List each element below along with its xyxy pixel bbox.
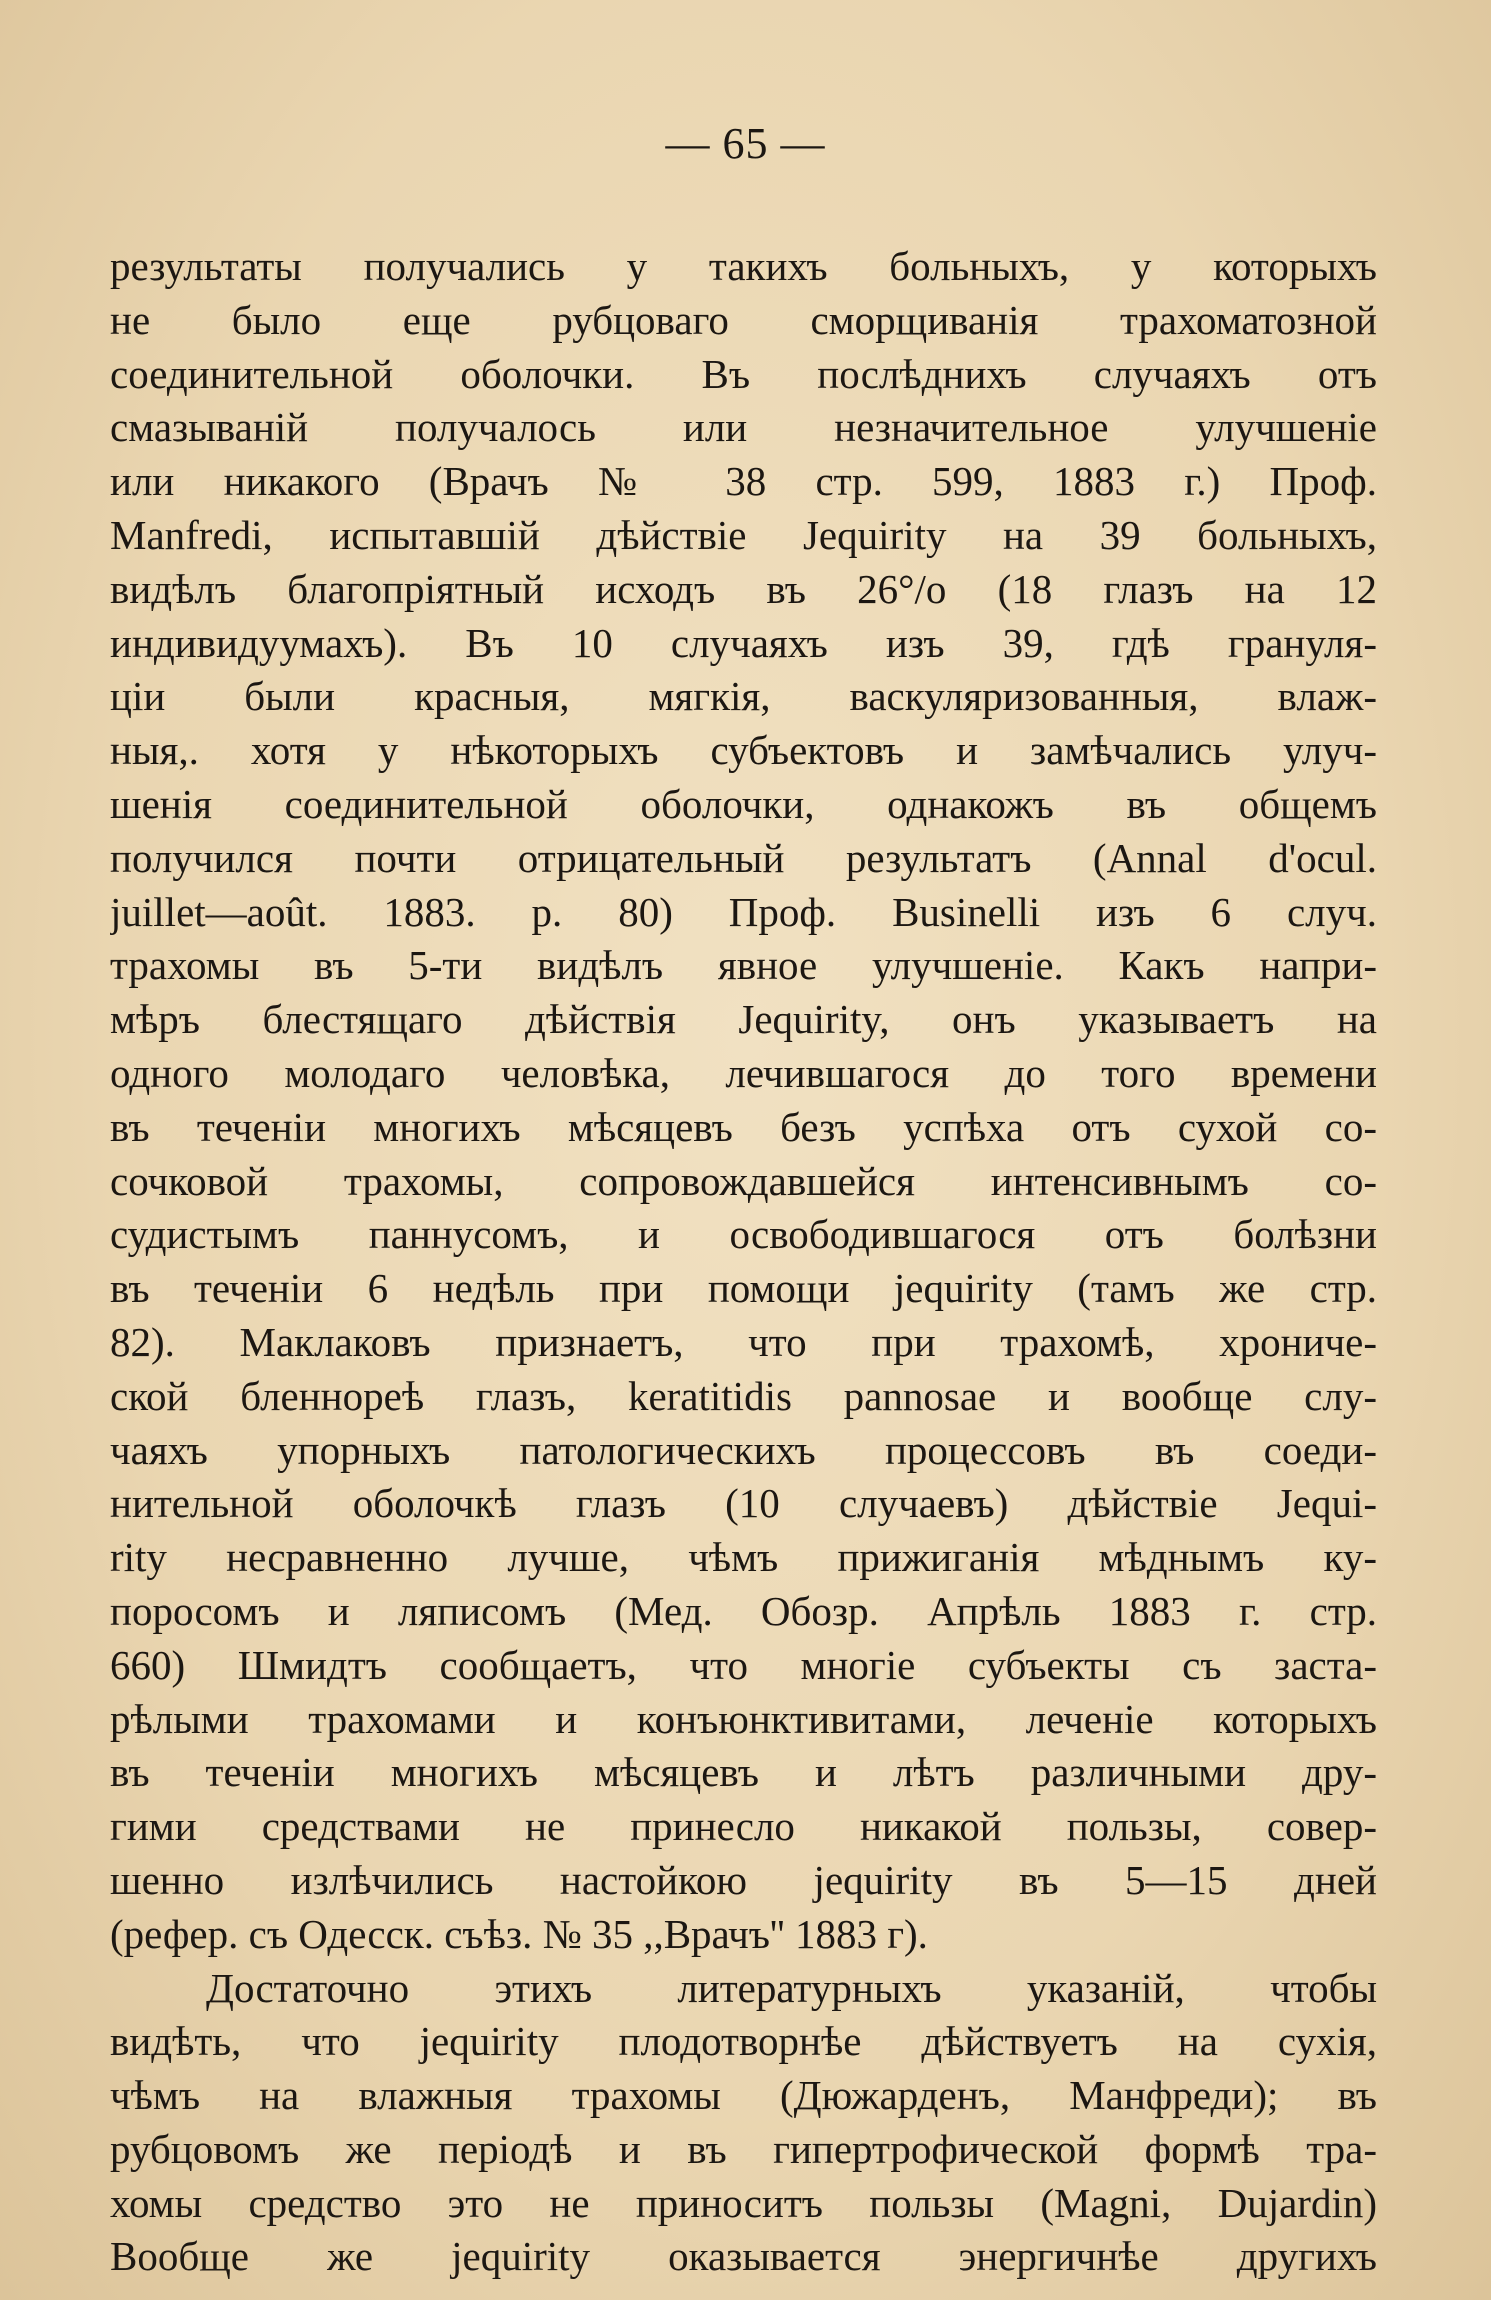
text-line: ціи были красныя, мягкія, васкуляризованныя, влаж- — [110, 673, 1377, 720]
text-line: чаяхъ упорныхъ патологическихъ процессовъ въ соеди- — [110, 1426, 1377, 1473]
text-line: не было еще рубцоваго сморщиванія трахоматозной — [110, 296, 1377, 343]
text-line: гими средствами не принесло никакой пользы, совер- — [110, 1803, 1377, 1850]
text-line: въ теченіи 6 недѣль при помощи jequirity (тамъ же стр. — [110, 1265, 1377, 1312]
text-line: шенно излѣчились настойкою jequirity въ 5—15 дней — [110, 1856, 1377, 1903]
text-line: видѣть, что jequirity плодотворнѣе дѣйствуетъ на сухія, — [110, 2018, 1377, 2065]
text-line: 660) Шмидтъ сообщаетъ, что многіе субъекты съ заста- — [110, 1641, 1377, 1688]
text-line: rity несравненно лучше, чѣмъ прижиганія мѣднымъ ку- — [110, 1534, 1377, 1581]
text-line: рубцовомъ же періодѣ и въ гипертрофической формѣ тра- — [110, 2125, 1377, 2172]
text-line: ныя,. хотя у нѣкоторыхъ субъектовъ и замѣчались улуч- — [110, 727, 1377, 774]
text-line: рѣлыми трахомами и конъюнктивитами, леченіе которыхъ — [110, 1695, 1377, 1742]
text-line: получился почти отрицательный результатъ (Annal d'ocul. — [110, 834, 1377, 881]
text-line: шенія соединительной оболочки, однакожъ въ общемъ — [110, 780, 1377, 827]
text-line: Вообще же jequirity оказывается энергичнѣе другихъ — [110, 2233, 1377, 2280]
text-line: или никакого (Врачъ № 38 стр. 599, 1883 г.) Проф. — [110, 458, 1377, 505]
text-line: судистымъ паннусомъ, и освободившагося отъ болѣзни — [110, 1211, 1377, 1258]
text-line: чѣмъ на влажныя трахомы (Дюжарденъ, Манфреди); въ — [110, 2072, 1377, 2119]
text-line: Достаточно этихъ литературныхъ указаній, чтобы — [206, 1964, 1377, 2011]
text-line: (рефер. съ Одесск. съѣз. № 35 ,,Врачъ'' 1883 г). — [110, 1910, 928, 1957]
text-line: нительной оболочкѣ глазъ (10 случаевъ) дѣйствіе Jequi- — [110, 1480, 1377, 1527]
text-line: въ теченіи многихъ мѣсяцевъ безъ успѣха отъ сухой со- — [110, 1103, 1377, 1150]
text-line: смазываній получалось или незначительное улучшеніе — [110, 404, 1377, 451]
text-line: juillet—août. 1883. p. 80) Проф. Businelli изъ 6 случ. — [110, 888, 1377, 935]
text-line: хомы средство это не приноситъ пользы (Magni, Dujardin) — [110, 2179, 1377, 2226]
text-line: трахомы въ 5-ти видѣлъ явное улучшеніе. Какъ напри- — [110, 942, 1377, 989]
text-line: мѣръ блестящаго дѣйствія Jequirity, онъ указываетъ на — [110, 996, 1377, 1043]
page-text — [110, 240, 1377, 2284]
text-line: сочковой трахомы, сопровождавшейся интенсивнымъ со- — [110, 1157, 1377, 1204]
text-line: результаты получались у такихъ больныхъ, у которыхъ — [110, 243, 1377, 289]
text-line: Manfredi, испытавшій дѣйствіе Jequirity на 39 больныхъ, — [110, 511, 1377, 558]
page-number: — 65 — — [665, 119, 826, 168]
text-line: ской бленнореѣ глазъ, keratitidis pannosae и вообще слу- — [110, 1372, 1377, 1419]
text-line: индивидуумахъ). Въ 10 случаяхъ изъ 39, гдѣ грануля- — [110, 619, 1377, 666]
text-line: одного молодаго человѣка, лечившагося до того времени — [110, 1049, 1377, 1096]
text-line: видѣлъ благопріятный исходъ въ 26°/о (18 глазъ на 12 — [110, 565, 1377, 612]
text-line: поросомъ и ляписомъ (Мед. Обозр. Апрѣль 1883 г. стр. — [110, 1587, 1377, 1634]
text-line: 82). Маклаковъ признаетъ, что при трахомѣ, хрониче- — [110, 1318, 1377, 1365]
text-line: въ теченіи многихъ мѣсяцевъ и лѣтъ различными дру- — [110, 1749, 1377, 1796]
text-line: соединительной оболочки. Въ послѣднихъ случаяхъ отъ — [110, 350, 1377, 397]
